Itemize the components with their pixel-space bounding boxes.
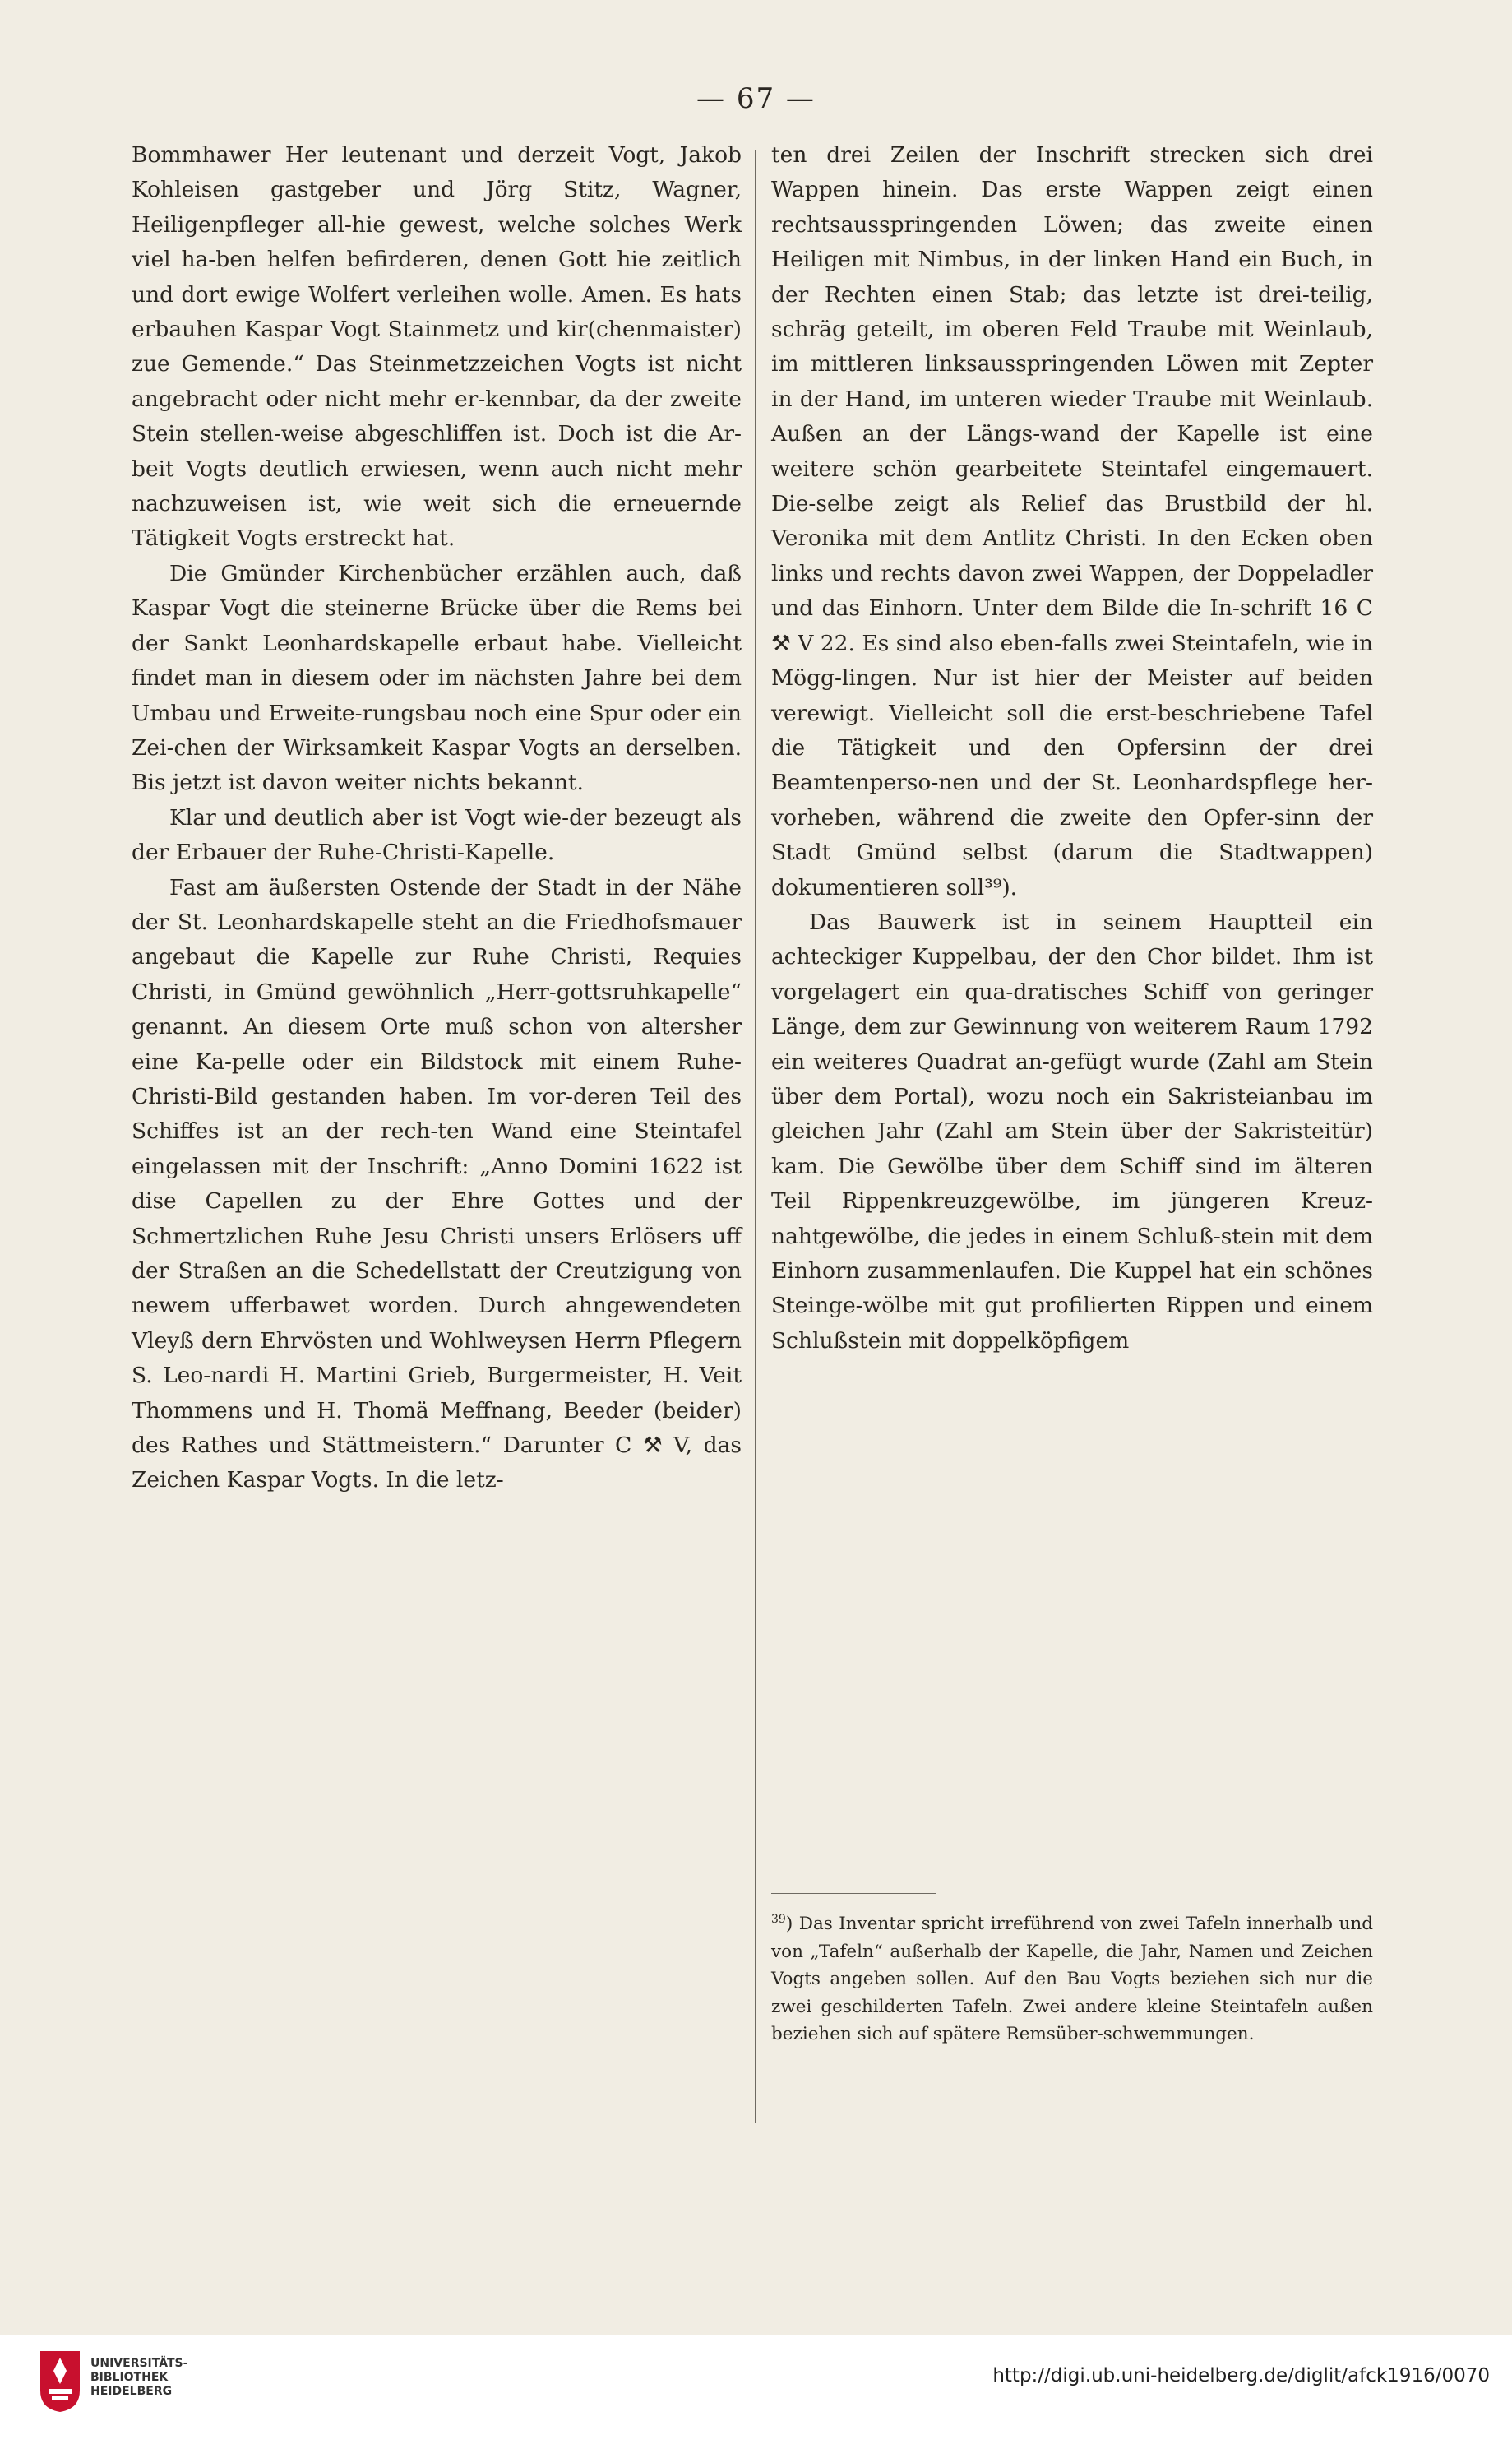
source-url-link[interactable]: http://digi.ub.uni-heidelberg.de/diglit/afck1916/0070 bbox=[992, 2365, 1490, 2386]
footer-bar bbox=[0, 2335, 1512, 2458]
library-name-line: BIBLIOTHEK bbox=[90, 2371, 169, 2384]
university-seal-icon bbox=[37, 2348, 83, 2414]
library-name bbox=[90, 2357, 187, 2399]
footnote-text: ) Das Inventar spricht irreführend von zwei Tafeln innerhalb und von „Tafeln“ außerhalb der Kapelle, die Jahr, Namen und Zeichen Vogts angeben sollen. Auf den Bau Vogts beziehen sich nur die zwei geschilderten Tafeln. Zwei andere kleine Steintafeln außen beziehen sich auf spätere Remsüber-schwemmungen. bbox=[771, 1914, 1373, 2045]
footnote bbox=[771, 1906, 1373, 2048]
paragraph: Die Gmünder Kirchenbücher erzählen auch, daß Kaspar Vogt die steinerne Brücke über die Rems bei der Sankt Leonhardskapelle erbaut habe. Vielleicht findet man in diesem oder im nächsten Jahre bei dem Umbau und Erweite-rungsbau noch eine Spur oder ein Zei-chen der Wirksamkeit Kaspar Vogts an derselben. Bis jetzt ist davon weiter nichts bekannt. bbox=[132, 560, 742, 796]
paragraph: ten drei Zeilen der Inschrift strecken sich drei Wappen hinein. Das erste Wappen zeigt einen rechtsausspringenden Löwen; das zweite einen Heiligen mit Nimbus, in der linken Hand ein Buch, in der Rechten einen Stab; das letzte ist drei-teilig, schräg geteilt, im oberen Feld Traube mit Weinlaub, im mittleren linksausspringenden Löwen mit Zepter in der Hand, im unteren wieder Traube mit Weinlaub. Außen an der Längs-wand der Kapelle ist eine weitere schön gearbeitete Steintafel eingemauert. Die-selbe zeigt als Relief das Brustbild der hl. Veronika mit dem Antlitz Christi. In den Ecken oben links und rechts davon zwei Wappen, der Doppeladler und das Einhorn. Unter dem Bilde die In-schrift 16 C ⚒ V 22. Es sind also eben-falls zwei Steintafeln, wie in Mögg-lingen. Nur ist hier der Meister auf beiden verewigt. Vielleicht soll die erst-beschriebene Tafel die Tätigkeit und den Opfersinn der drei Beamtenperso-nen und der St. Leonhardspflege her-vorheben, während die zweite den Opfer-sinn der Stadt Gmünd selbst (darum die Stadtwappen) dokumentieren soll³⁹). bbox=[771, 142, 1373, 900]
library-name-line: HEIDELBERG bbox=[90, 2385, 173, 2398]
left-text-column bbox=[132, 138, 742, 1498]
footnote-mark: 39 bbox=[771, 1913, 786, 1926]
paragraph: Das Bauwerk ist in seinem Hauptteil ein achteckiger Kuppelbau, der den Chor bildet. Ihm ist vorgelagert ein qua-dratisches Schiff von geringer Länge, dem zur Gewinnung von weiterem Raum 1792 ein weiteres Quadrat an-gefügt wurde (Zahl am Stein über dem Portal), wozu noch ein Sakristeianbau im gleichen Jahr (Zahl am Stein über der Sakristeitür) kam. Die Gewölbe über dem Schiff sind im älteren Teil Rippenkreuzgewölbe, im jüngeren Kreuz-nahtgewölbe, die jedes in einem Schluß-stein mit dem Einhorn zusammenlaufen. Die Kuppel hat ein schönes Steinge-wölbe mit gut profilierten Rippen und einem Schlußstein mit doppelköpfigem bbox=[771, 909, 1373, 1354]
column-divider bbox=[755, 150, 756, 2123]
library-name-line: UNIVERSITÄTS- bbox=[90, 2357, 188, 2370]
paragraph: Fast am äußersten Ostende der Stadt in der Nähe der St. Leonhardskapelle steht an die Friedhofsmauer angebaut die Kapelle zur Ruhe Christi, Requies Christi, in Gmünd gewöhnlich „Herr-gottsruhkapelle“ genannt. An diesem Orte muß schon von altersher eine Ka-pelle oder ein Bildstock mit einem Ruhe-Christi-Bild gestanden haben. Im vor-deren Teil des Schiffes ist an der rech-ten Wand eine Steintafel eingelassen mit der Inschrift: „Anno Domini 1622 ist dise Capellen zu der Ehre Gottes und der Schmertzlichen Ruhe Jesu Christi unsers Erlösers uff der Straßen an die Schedellstatt der Creutzigung von newem ufferbawet worden. Durch ahngewendeten Vleyß dern Ehrvösten und Wohlweysen Herrn Pflegern S. Leo-nardi H. Martini Grieb, Burgermeister, H. Veit Thommens und H. Thomä Meffnang, Beeder (beider) des Rathes und Stättmeistern.“ Darunter C ⚒ V, das Zeichen Kaspar Vogts. In die letz- bbox=[132, 874, 742, 1493]
paragraph: Klar und deutlich aber ist Vogt wie-der bezeugt als der Erbauer der Ruhe-Christi-Kapelle. bbox=[132, 804, 742, 866]
paragraph: Bommhawer Her leutenant und derzeit Vogt, Jakob Kohleisen gastgeber und Jörg Stitz, Wagner, Heiligenpfleger all-hie gewest, welche solches Werk viel ha-ben helfen befirderen, denen Gott hie zeitlich und dort ewige Wolfert verleihen wolle. Amen. Es hats erbauhen Kaspar Vogt Stainmetz und kir(chenmaister) zue Gemende.“ Das Steinmetzzeichen Vogts ist nicht angebracht oder nicht mehr er-kennbar, da der zweite Stein stellen-weise abgeschliffen ist. Doch ist die Ar-beit Vogts deutlich erwiesen, wenn auch nicht mehr nachzuweisen ist, wie weit sich die erneuernde Tätigkeit Vogts erstreckt hat. bbox=[132, 142, 742, 552]
right-text-column bbox=[771, 138, 1373, 1359]
footnote-rule bbox=[771, 1893, 936, 1894]
page-number: — 67 — bbox=[696, 82, 816, 115]
